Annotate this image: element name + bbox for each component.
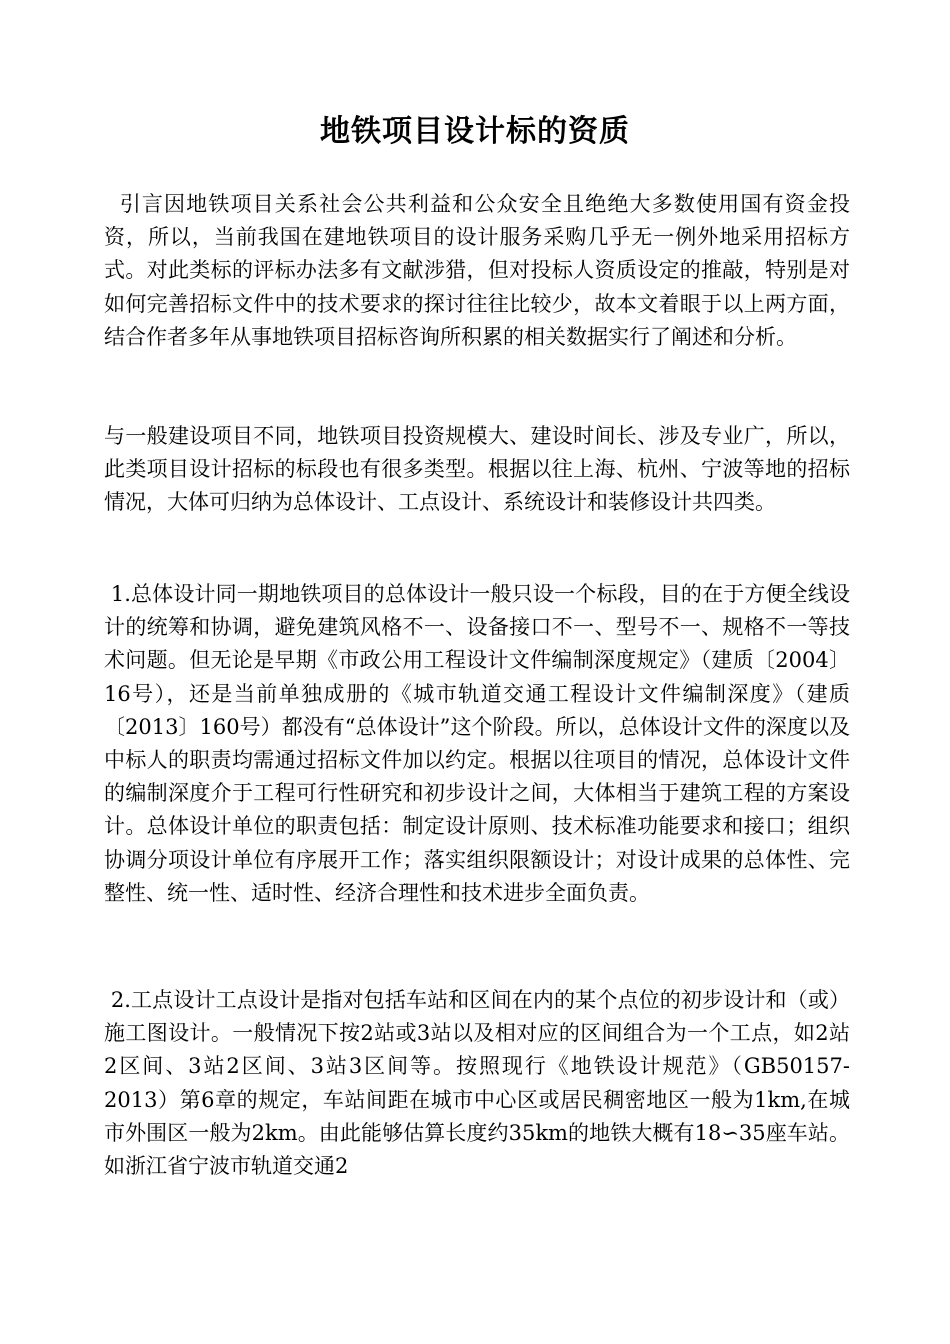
paragraph-bid-section-types: 与一般建设项目不同，地铁项目投资规模大、建设时间长、涉及专业广，所以，此类项目设计招标的标段也有很多类型。根据以往上海、杭州、宁波等地的招标情况，大体可归纳为总体设计、工点设计、系统设计和装修设计共四类。 xyxy=(104,424,850,515)
paragraph-site-design: 2.工点设计工点设计是指对包括车站和区间在内的某个点位的初步设计和（或）施工图设计。一般情况下按2站或3站以及相对应的区间组合为一个工点，如2站2区间、3站2区间、3站3区间等。按照现行《地铁设计规范》（GB50157-2013）第6章的规定，车站间距在城市中心区或居民稠密地区一般为1km,在城市外围区一般为2km。由此能够估算长度约35km的地铁大概有18∽35座车站。如浙江省宁波市轨道交通2 xyxy=(104,988,850,1179)
document-title: 地铁项目设计标的资质 xyxy=(320,114,630,149)
paragraph-overall-design: 1.总体设计同一期地铁项目的总体设计一般只设一个标段，目的在于方便全线设计的统筹和协调，避免建筑风格不一、设备接口不一、型号不一、规格不一等技术问题。但无论是早期《市政公用工程设计文件编制深度规定》（建质〔2004〕16号），还是当前单独成册的《城市轨道交通工程设计文件编制深度》（建质〔2013〕160号）都没有“总体设计”这个阶段。所以，总体设计文件的深度以及中标人的职责均需通过招标文件加以约定。根据以往项目的情况，总体设计文件的编制深度介于工程可行性研究和初步设计之间，大体相当于建筑工程的方案设计。总体设计单位的职责包括：制定设计原则、技术标准功能要求和接口；组织协调分项设计单位有序展开工作；落实组织限额设计；对设计成果的总体性、完整性、统一性、适时性、经济合理性和技术进步全面负责。 xyxy=(104,582,850,905)
paragraph-introduction: 引言因地铁项目关系社会公共利益和公众安全且绝绝大多数使用国有资金投资，所以，当前我国在建地铁项目的设计服务采购几乎无一例外地采用招标方式。对此类标的评标办法多有文献涉猎，但对投标人资质设定的推敲，特别是对如何完善招标文件中的技术要求的探讨往往比较少，故本文着眼于以上两方面，结合作者多年从事地铁项目招标咨询所积累的相关数据实行了阐述和分析。 xyxy=(104,192,850,349)
